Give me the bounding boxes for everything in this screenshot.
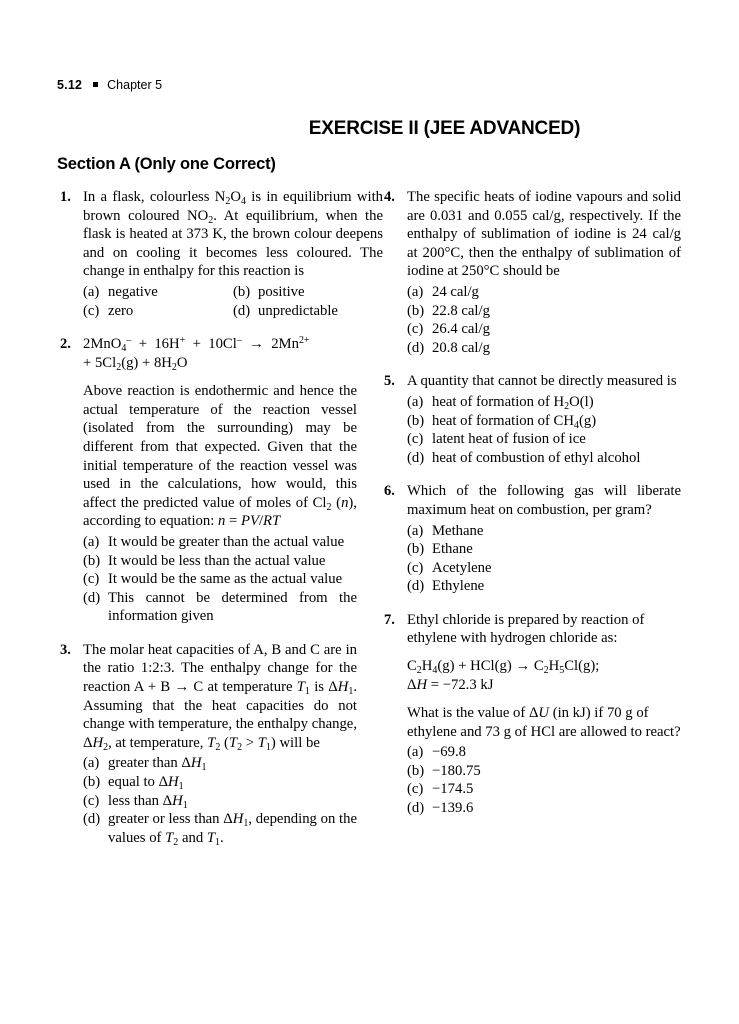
option-text: Methane: [432, 522, 484, 539]
question-body: [407, 188, 681, 357]
option-text: negative: [108, 283, 158, 300]
question-columns: [57, 188, 682, 862]
option-d[interactable]: [407, 799, 681, 818]
option-b[interactable]: [407, 762, 681, 781]
question-stem-continued: What is the value of ΔU (in kJ) if 70 g of ethylene and 73 g of HCl are allowed to react?: [407, 705, 681, 740]
option-label: (d): [407, 578, 425, 595]
option-label: (d): [83, 589, 101, 606]
option-a[interactable]: [407, 743, 681, 762]
question-body: [83, 641, 357, 848]
option-text: Ethylene: [432, 578, 485, 595]
option-c[interactable]: [83, 570, 357, 589]
option-text: unpredictable: [258, 302, 338, 319]
option-text: −139.6: [432, 800, 474, 817]
option-text: heat of formation of $H_2O(l)$: [432, 393, 594, 412]
question-number: 5.: [384, 373, 395, 390]
option-text: zero: [108, 302, 134, 319]
option-c[interactable]: [407, 320, 681, 339]
question-stem: In a flask, colourless $N_2O_4$ is in equilibrium with brown coloured $NO_2$. At equilibrium, when the flask is heated at 373 K, the brown colour deepens and on cooling it becomes less coloured. The change in enthalpy for this reaction is: [83, 189, 383, 280]
option-c[interactable]: [83, 302, 233, 321]
option-a[interactable]: [83, 754, 357, 773]
option-text: positive: [258, 283, 305, 300]
option-label: (a): [407, 283, 424, 300]
option-text: equal to $\Delta H_1$: [108, 774, 184, 792]
option-label: (b): [83, 552, 101, 569]
option-text: It would be less than the actual value: [108, 552, 326, 569]
option-label: (c): [407, 431, 424, 448]
option-text: 26.4 cal/g: [432, 321, 490, 338]
left-column: [57, 188, 383, 862]
question-stem: A quantity that cannot be directly measured is: [407, 373, 677, 390]
option-list: [407, 283, 681, 357]
option-label: (a): [83, 755, 100, 772]
page-folio: 5.12: [57, 78, 83, 92]
option-label: (b): [407, 302, 425, 319]
option-b[interactable]: [407, 540, 681, 559]
option-a[interactable]: [407, 283, 681, 302]
option-label: (a): [407, 744, 424, 761]
question-number: 2.: [60, 336, 71, 353]
option-label: (d): [407, 339, 425, 356]
option-label: (a): [407, 522, 424, 539]
question-stem: The molar heat capacities of A, B and C are in the ratio 1:2:3. The enthalpy change for the reaction A + B → C at temperature $T_1$ is $\Delta H_1$. Assuming that the heat capacities do not change with temperature, the enthalpy change, $\Delta H_2$, at temperature, $T_2$ $(T_2 > T_1)$ will be: [83, 641, 357, 753]
option-text: This cannot be determined from the information given: [108, 589, 357, 625]
option-d[interactable]: [83, 810, 357, 847]
option-c[interactable]: [407, 430, 681, 449]
option-label: (d): [233, 302, 251, 319]
option-text: heat of formation of $CH_4(g)$: [432, 412, 597, 431]
option-text: −180.75: [432, 762, 481, 779]
option-text: greater than $\Delta H_1$: [108, 755, 207, 774]
option-a[interactable]: [83, 283, 233, 302]
option-d[interactable]: [83, 589, 357, 626]
option-list: [83, 533, 357, 626]
option-label: (b): [83, 774, 101, 791]
question-stem: Ethyl chloride is prepared by reaction of ethylene with hydrogen chloride as:: [407, 611, 645, 647]
question-body: [407, 611, 681, 818]
chemical-equation-line-1: $2MnO_4^- + 16H^+ + 10Cl^- \to 2Mn^{2+}$: [83, 335, 310, 354]
chemical-equation-line-1: $C_2H_4(g) + HCl(g) \to C_2H_5Cl(g)$;: [407, 658, 600, 676]
option-label: (a): [407, 393, 424, 410]
question-body: [407, 482, 681, 596]
option-b[interactable]: [233, 283, 383, 302]
option-text: It would be greater than the actual value: [108, 533, 345, 550]
chemical-equation-line-2: + $5Cl_2(g) + 8H_2O$: [83, 355, 188, 373]
option-label: (c): [407, 559, 424, 576]
option-label: (c): [83, 571, 100, 588]
option-d[interactable]: [407, 339, 681, 358]
option-d[interactable]: [233, 302, 383, 321]
right-column: [381, 188, 681, 862]
question-item: [57, 641, 357, 848]
question-item: [57, 188, 383, 320]
option-d[interactable]: [407, 577, 681, 596]
option-b[interactable]: [83, 552, 357, 571]
option-label: (c): [407, 781, 424, 798]
option-label: (d): [407, 800, 425, 817]
option-c[interactable]: [83, 792, 357, 811]
square-bullet-icon: [93, 82, 98, 87]
option-list: [83, 283, 383, 320]
option-label: (b): [407, 541, 425, 558]
option-text: 24 cal/g: [432, 283, 479, 300]
option-text: Ethane: [432, 541, 473, 558]
option-text: less than $\Delta H_1$: [108, 792, 188, 811]
question-item: [381, 482, 681, 596]
option-label: (b): [407, 762, 425, 779]
option-text: It would be the same as the actual value: [108, 571, 343, 588]
question-body: [407, 372, 681, 467]
option-text: 20.8 cal/g: [432, 339, 490, 356]
option-label: (c): [83, 792, 100, 809]
option-list: [407, 393, 681, 467]
question-number: 6.: [384, 483, 395, 500]
chemical-equation: [407, 657, 681, 695]
option-list: [407, 522, 681, 596]
option-label: (b): [407, 412, 425, 429]
running-head: [57, 77, 162, 93]
option-list: [83, 754, 357, 847]
option-c[interactable]: [407, 559, 681, 578]
option-list: [407, 743, 681, 817]
option-label: (c): [83, 302, 100, 319]
option-label: (d): [407, 449, 425, 466]
question-number: 1.: [60, 189, 71, 205]
option-a[interactable]: [407, 522, 681, 541]
question-stem: Above reaction is endothermic and hence the actual temperature of the reaction vessel (isolated from the surrounding) may be different from that expected. Given that the initial temperature of the reaction vessel was used in the calculations, how would, this affect the predicted value of moles of $Cl_2$ (n), according to equation: n = PV/RT: [83, 383, 357, 530]
question-item: [381, 372, 681, 467]
question-number: 7.: [384, 611, 395, 628]
option-text: heat of combustion of ethyl alcohol: [432, 449, 641, 466]
option-b[interactable]: [83, 773, 357, 792]
option-row: [83, 283, 383, 302]
option-b[interactable]: [407, 412, 681, 431]
option-a[interactable]: [407, 393, 681, 412]
option-text: 22.8 cal/g: [432, 302, 490, 319]
option-text: Acetylene: [432, 559, 492, 576]
question-item: [381, 188, 681, 357]
chapter-label: Chapter 5: [107, 78, 163, 92]
option-label: (a): [83, 283, 100, 300]
option-label: (b): [233, 283, 251, 300]
option-row: [83, 302, 383, 321]
section-title: Section A (Only one Correct): [57, 155, 276, 173]
option-b[interactable]: [407, 302, 681, 321]
exercise-title: EXERCISE II (JEE ADVANCED): [308, 118, 581, 139]
chemical-equation-line-2: ΔH = −72.3 kJ: [407, 677, 494, 694]
option-text: −174.5: [432, 781, 474, 798]
option-a[interactable]: [83, 533, 357, 552]
question-stem: Which of the following gas will liberate maximum heat on combustion, per gram?: [407, 483, 681, 518]
option-c[interactable]: [407, 780, 681, 799]
question-number: 3.: [60, 641, 71, 658]
option-label: (c): [407, 321, 424, 338]
question-item: [57, 335, 357, 626]
option-label: (a): [83, 533, 100, 550]
question-stem: The specific heats of iodine vapours and solid are 0.031 and 0.055 cal/g, respectively. If the enthalpy of sublimation of iodine is 24 cal/g at 200°C, then the enthalpy of sublimation of iodine at 250°C should be: [407, 189, 681, 280]
question-item: [381, 611, 681, 818]
option-text: greater or less than $\Delta H_1$, depending on the values of $T_2$ and $T_1$.: [108, 811, 357, 848]
question-body: [83, 335, 357, 626]
option-label: (d): [83, 811, 101, 828]
question-body: [83, 188, 383, 320]
option-text: latent heat of fusion of ice: [432, 431, 586, 448]
question-number: 4.: [384, 189, 395, 205]
option-text: −69.8: [432, 744, 466, 761]
option-d[interactable]: [407, 449, 681, 468]
